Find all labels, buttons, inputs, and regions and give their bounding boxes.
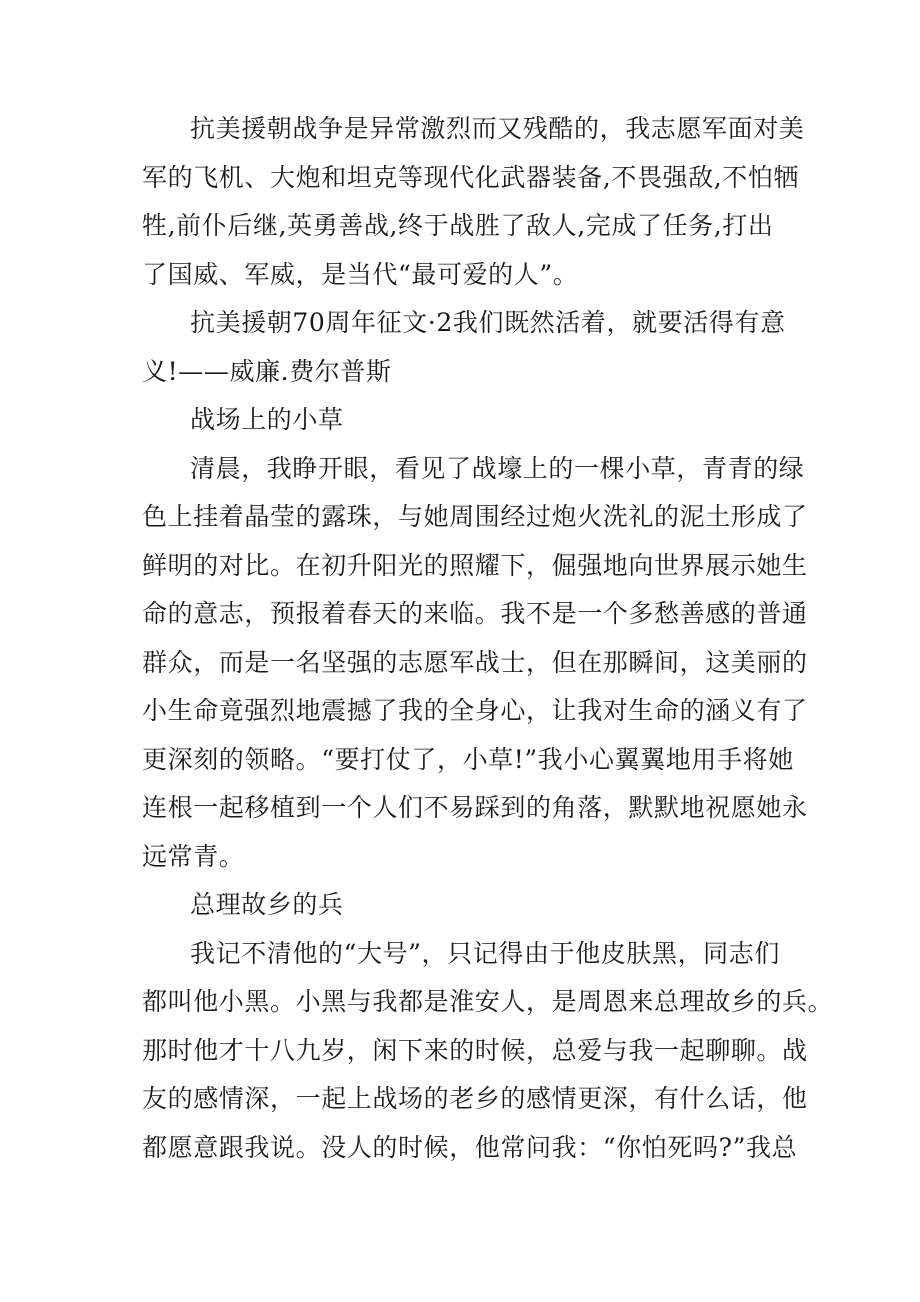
text-line: 都愿意跟我说。没人的时候，他常问我：“你怕死吗?”我总	[142, 1132, 798, 1162]
text-line: 友的感情深，一起上战场的老乡的感情更深，有什么话，他	[142, 1084, 808, 1113]
text-line: 连根一起移植到一个人们不易踩到的角落，默默地祝愿她永	[142, 793, 808, 822]
heading-text: 战场上的小草	[190, 405, 344, 434]
text-line: 抗美援朝战争是异常激烈而又残酷的，我志愿军面对美	[190, 114, 805, 143]
text-line: 色上挂着晶莹的露珠，与她周围经过炮火洗礼的泥土形成了	[142, 502, 808, 531]
text-line: 义!——威廉.费尔普斯	[142, 356, 392, 386]
text-line: 都叫他小黑。小黑与我都是淮安人，是周恩来总理故乡的兵。	[142, 987, 834, 1016]
section-heading-grass	[142, 396, 782, 445]
document-page	[142, 105, 834, 1172]
text-line: 群众，而是一名坚强的志愿军战士，但在那瞬间，这美丽的	[142, 647, 808, 677]
heading-text: 总理故乡的兵	[190, 890, 344, 919]
text-line: 军的飞机、大炮和坦克等现代化武器装备,不畏强敌,不怕牺	[142, 162, 800, 192]
text-line: 清晨，我睁开眼，看见了战壕上的一棵小草，青青的绿	[190, 453, 805, 483]
paragraph-1	[142, 105, 805, 299]
text-line: 了国威、军威，是当代“最可爱的人”。	[142, 259, 579, 289]
text-line: 小生命竟强烈地震撼了我的全身心，让我对生命的涵义有了	[142, 696, 808, 725]
paragraph-3	[142, 445, 808, 882]
paragraph-4	[142, 930, 834, 1173]
text-line: 我记不清他的“大号”，只记得由于他皮肤黑，同志们	[190, 938, 780, 968]
text-line: 远常青。	[142, 841, 245, 871]
text-line: 抗美援朝70周年征文·2我们既然活着，就要活得有意	[190, 308, 786, 337]
text-line: 牲,前仆后继,英勇善战,终于战胜了敌人,完成了任务,打出	[142, 211, 774, 240]
text-line: 那时他才十八九岁，闲下来的时候，总爱与我一起聊聊。战	[142, 1035, 808, 1065]
text-line: 更深刻的领略。“要打仗了，小草!”我小心翼翼地用手将她	[142, 744, 794, 774]
paragraph-2	[142, 299, 786, 396]
text-line: 命的意志，预报着春天的来临。我不是一个多愁善感的普通	[142, 599, 808, 628]
section-heading-soldier	[142, 881, 782, 930]
text-line: 鲜明的对比。在初升阳光的照耀下，倔强地向世界展示她生	[142, 550, 808, 580]
